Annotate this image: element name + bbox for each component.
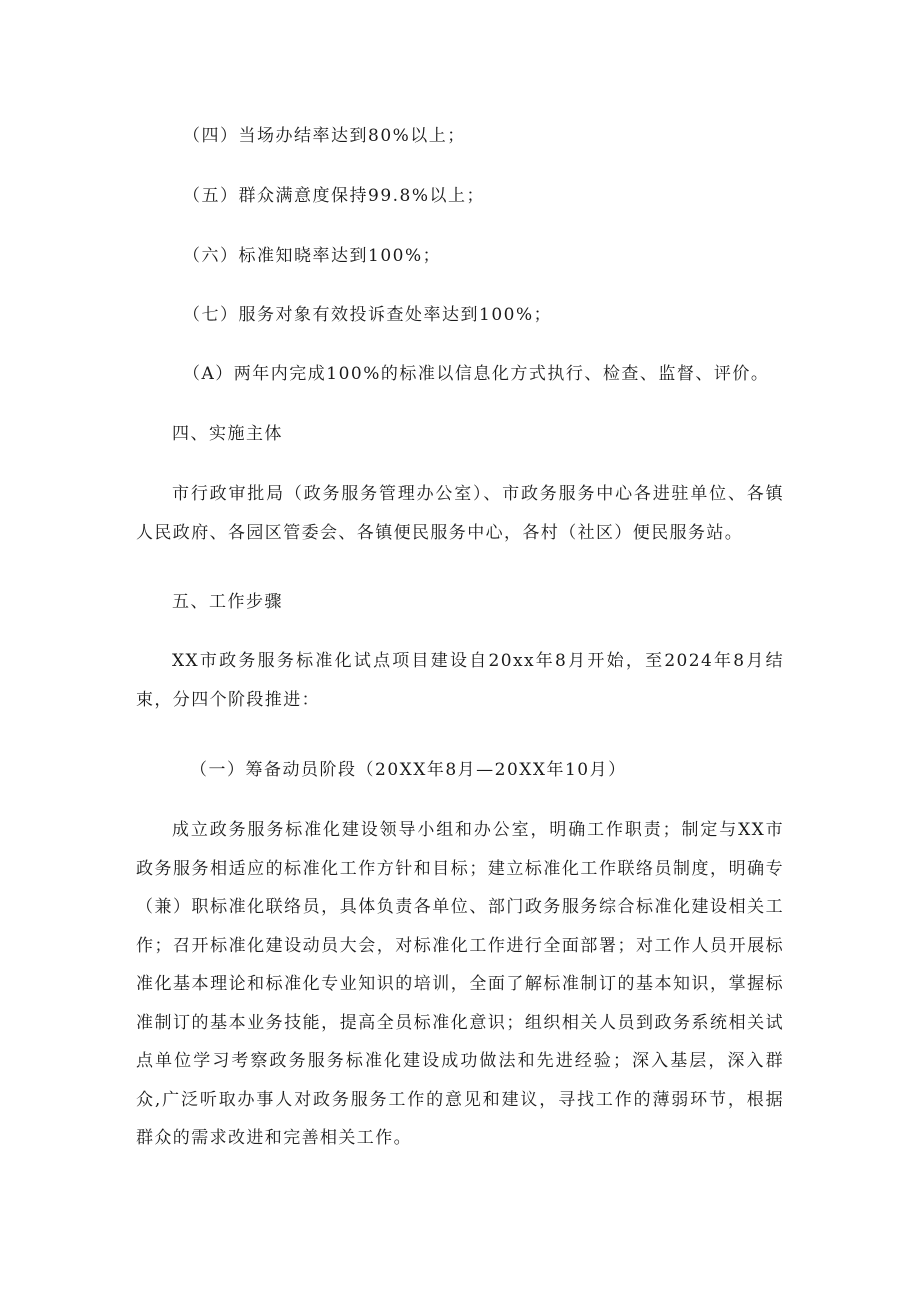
stage-heading-preparation: （一）筹备动员阶段（20XX年8月—20XX年10月）	[190, 760, 627, 780]
list-item-4: （四）当场办结率达到80%以上；	[183, 126, 466, 146]
list-item-6: （六）标准知晓率达到100%；	[183, 246, 442, 266]
section-heading-steps: 五、工作步骤	[172, 592, 283, 612]
stage-body-preparation: 成立政务服务标准化建设领导小组和办公室，明确工作职责；制定与XX市政务服务相适应的标准化工作方针和目标；建立标准化工作联络员制度，明确专（兼）职标准化联络员，具体负责各单位、部门政务服务综合标准化建设相关工作；召开标准化建设动员大会，对标准化工作进行全面部署；对工作人员开展标准化基本理论和标准化专业知识的培训，全面了解标准制订的基本知识，掌握标准制订的基本业务技能，提高全员标准化意识；组织相关人员到政务系统相关试点单位学习考察政务服务标准化建设成功做法和先进经验；深入基层，深入群众,广泛听取办事人对政务服务工作的意见和建议，寻找工作的薄弱环节，根据群众的需求改进和完善相关工作。	[136, 820, 784, 1148]
section-heading-implementation: 四、实施主体	[172, 424, 283, 444]
list-item-5: （五）群众满意度保持99.8%以上；	[183, 186, 486, 206]
list-item-8: （A）两年内完成100%的标准以信息化方式执行、检查、监督、评价。	[183, 364, 770, 384]
section-body-implementation: 市行政审批局（政务服务管理办公室）、市政务服务中心各进驻单位、各镇人民政府、各园区管委会、各镇便民服务中心，各村（社区）便民服务站。	[136, 484, 784, 543]
list-item-7: （七）服务对象有效投诉查处率达到100%；	[183, 305, 553, 325]
section-body-steps-intro: XX市政务服务标准化试点项目建设自20xx年8月开始，至2024年8月结束，分四个阶段推进：	[136, 651, 784, 710]
